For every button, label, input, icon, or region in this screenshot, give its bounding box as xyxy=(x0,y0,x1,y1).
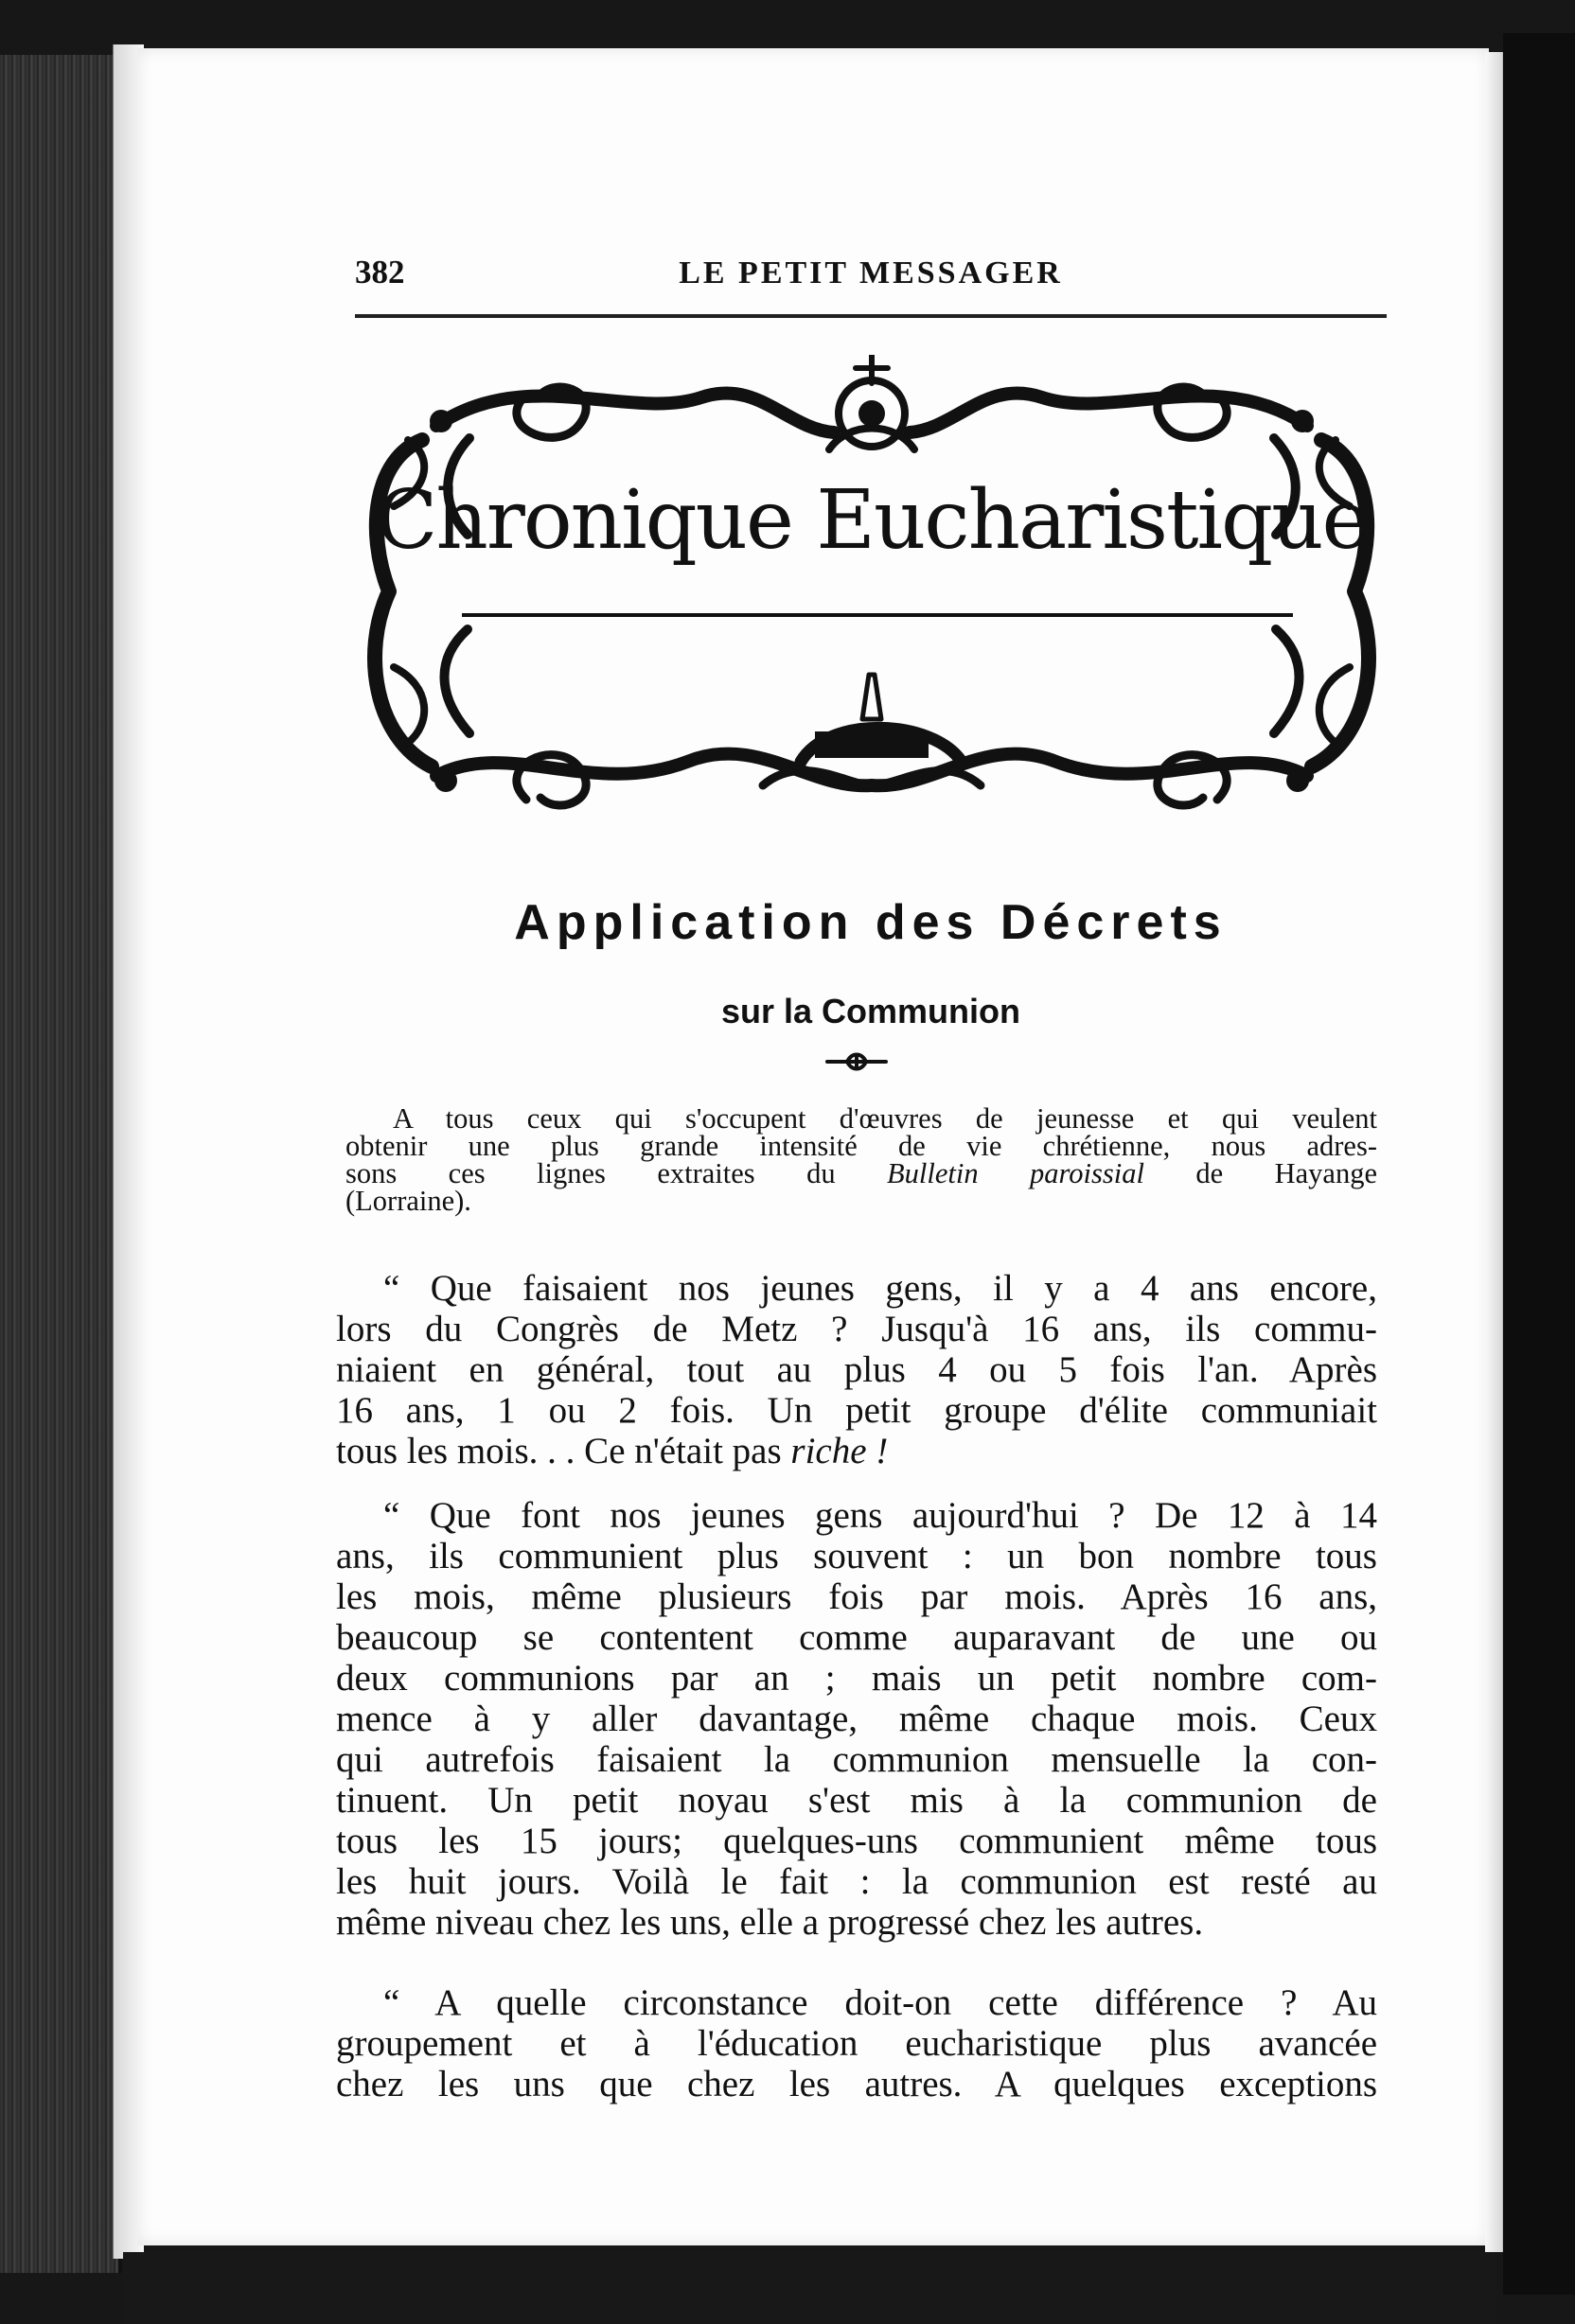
intro-line-4: (Lorraine). xyxy=(345,1185,471,1217)
paragraph-three xyxy=(336,1982,1377,2104)
paragraph-two-line-4: beaucoup se contentent comme auparavant de une ou xyxy=(336,1617,1377,1658)
small-divider-ornament-icon xyxy=(823,1048,890,1075)
paragraph-two-line-1: “ Que font nos jeunes gens aujourd'hui ? De 12 à 14 xyxy=(383,1495,1377,1536)
intro-line-3 xyxy=(345,1157,1377,1189)
paragraph-one-line-4: 16 ans, 1 ou 2 fois. Un petit groupe d'élite communiait xyxy=(336,1390,1377,1431)
chronicle-ornament-frame xyxy=(356,355,1388,828)
page-header xyxy=(355,246,1387,318)
paragraph-one-line-2: lors du Congrès de Metz ? Jusqu'à 16 ans, ils commu- xyxy=(336,1309,1377,1349)
book-spine xyxy=(0,55,122,2273)
paragraph-two-line-7: qui autrefois faisaient la communion mensuelle la con- xyxy=(336,1739,1377,1780)
article-title: Application des Décrets xyxy=(514,895,1228,950)
paragraph-one-line-5 xyxy=(336,1431,1377,1471)
paragraph-one xyxy=(336,1268,1377,1471)
paragraph-two xyxy=(336,1495,1377,1943)
introductory-note xyxy=(345,1102,1377,1217)
paragraph-three-line-1: “ A quelle circonstance doit-on cette différence ? Au xyxy=(383,1982,1377,2023)
paragraph-two-line-2: ans, ils communient plus souvent : un bon nombre tous xyxy=(336,1536,1377,1576)
scan-margin-right xyxy=(1503,33,1575,2295)
intro-text-before-source: sons ces lignes extraites du xyxy=(345,1157,888,1189)
page-right-shadow xyxy=(1485,52,1504,2252)
source-publication-title: Bulletin paroissial xyxy=(887,1157,1144,1189)
paragraph-two-line-5: deux communions par an ; mais un petit nombre com- xyxy=(336,1658,1377,1699)
paragraph-two-line-11: même niveau chez les uns, elle a progressé chez les autres. xyxy=(336,1902,1204,1943)
paragraph-three-line-3: chez les uns que chez les autres. A quelques exceptions xyxy=(336,2064,1377,2104)
article-subtitle: sur la Communion xyxy=(720,992,1021,1030)
paragraph-two-line-6: mence à y aller davantage, même chaque mois. Ceux xyxy=(336,1699,1377,1739)
page-number: 382 xyxy=(355,254,405,290)
paragraph-two-line-9: tous les 15 jours; quelques-uns communient même tous xyxy=(336,1821,1377,1861)
scan-margin-bottom xyxy=(123,2252,1495,2324)
paragraph-two-line-10: les huit jours. Voilà le fait : la communion est resté au xyxy=(336,1861,1377,1902)
paragraph-one-emphasis: riche ! xyxy=(790,1431,889,1471)
intro-text-after-source: de Hayange xyxy=(1143,1157,1377,1189)
intro-line-1: A tous ceux qui s'occupent d'œuvres de jeunesse et qui veulent xyxy=(393,1102,1377,1135)
paragraph-two-line-8: tinuent. Un petit noyau s'est mis à la communion de xyxy=(336,1780,1377,1821)
running-title: LE PETIT MESSAGER xyxy=(679,255,1063,290)
paragraph-one-line-1: “ Que faisaient nos jeunes gens, il y a 4 ans encore, xyxy=(383,1268,1377,1309)
intro-line-2: obtenir une plus grande intensité de vie chrétienne, nous adres- xyxy=(345,1130,1377,1162)
paragraph-three-line-2: groupement et à l'éducation eucharistique plus avancée xyxy=(336,2023,1377,2064)
chronicle-title: Chronique Eucharistique xyxy=(375,473,1369,568)
baroque-frame-icon xyxy=(356,355,1388,828)
paragraph-two-line-3: les mois, même plusieurs fois par mois. Après 16 ans, xyxy=(336,1576,1377,1617)
paragraph-one-line-5-text: tous les mois. . . Ce n'était pas xyxy=(336,1431,791,1471)
paragraph-one-line-3: niaient en général, tout au plus 4 ou 5 fois l'an. Après xyxy=(336,1349,1377,1390)
